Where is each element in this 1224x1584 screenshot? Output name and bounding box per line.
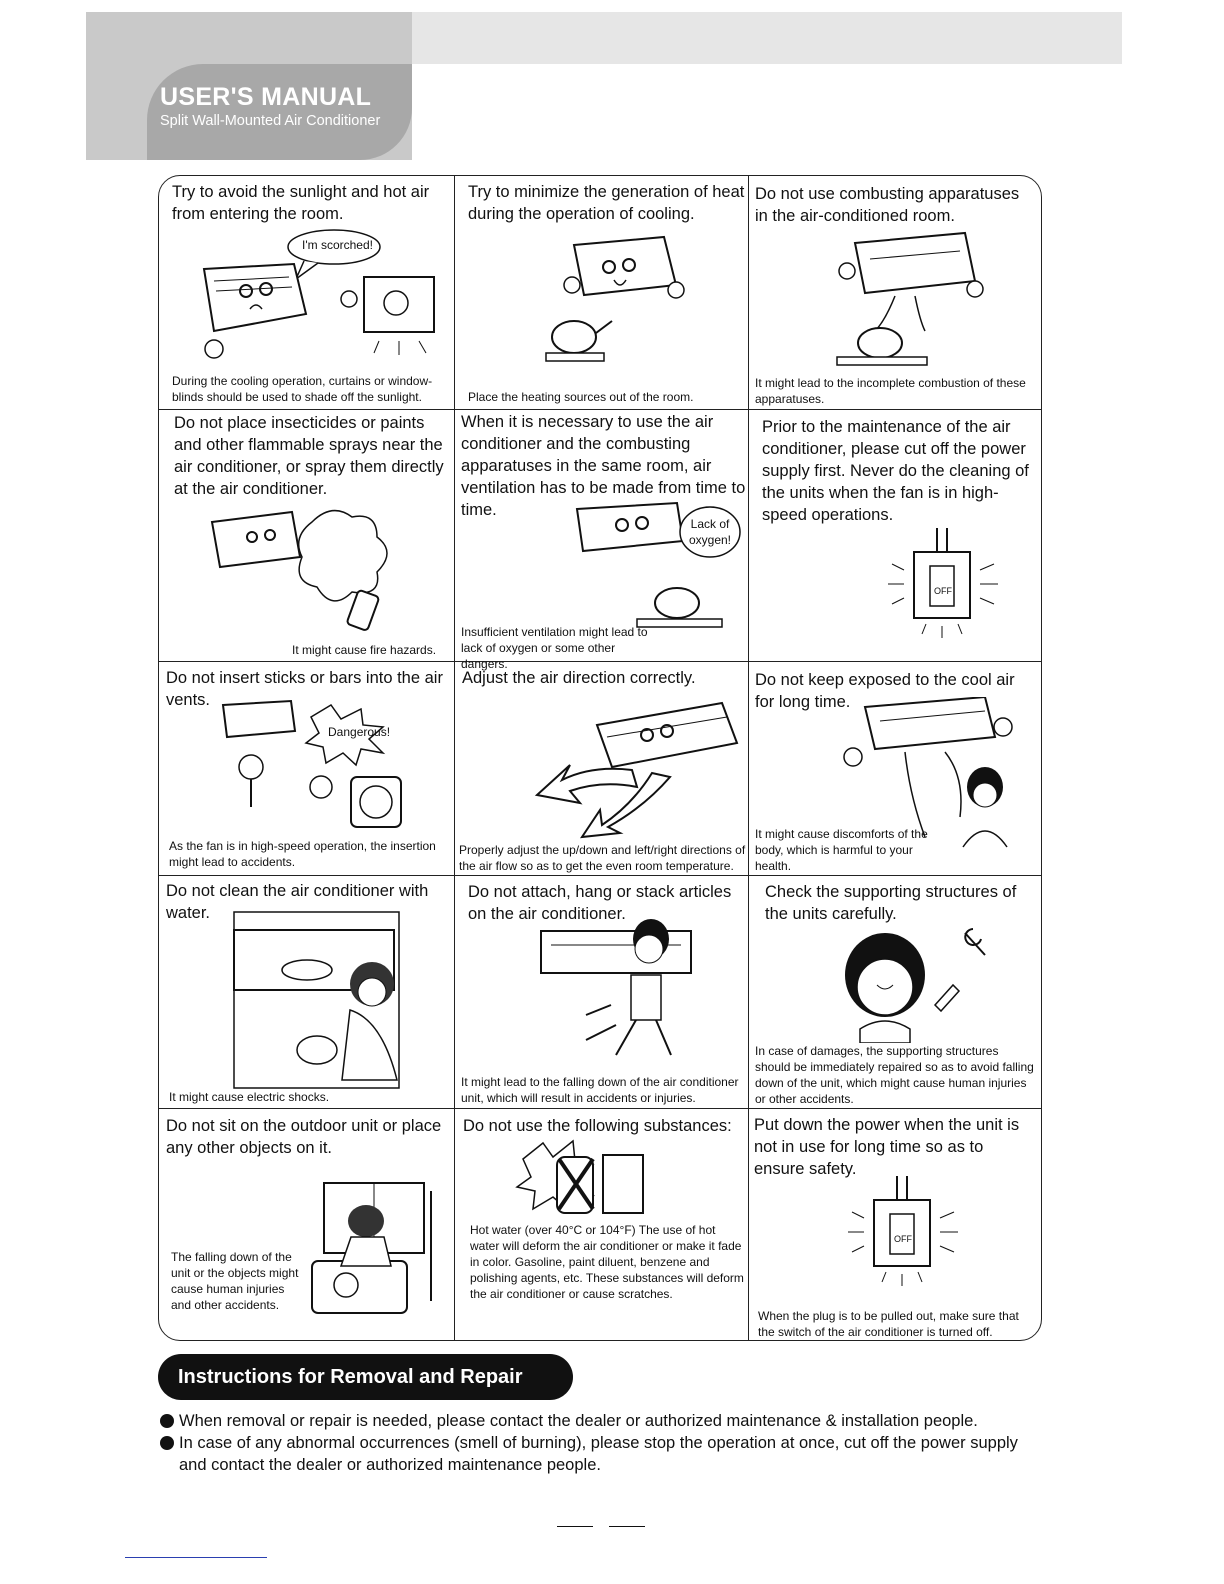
tip-title: Do not insert sticks or bars into the air vents. <box>166 669 443 709</box>
header-title-box <box>147 64 412 160</box>
tip-cell-sticks <box>166 667 452 867</box>
tip-note: The falling down of the unit or the objects might cause human injuries and other accidents. <box>171 1250 299 1312</box>
tip-cell-water <box>166 880 452 1106</box>
tip-cell-supports <box>755 881 1037 1107</box>
manual-subtitle: Split Wall-Mounted Air Conditioner <box>160 113 381 129</box>
tip-title: Do not sit on the outdoor unit or place any other objects on it. <box>166 1117 442 1157</box>
ac-spray-illustration <box>192 502 412 632</box>
tip-title: Prior to the maintenance of the air conditioner, please cut off the power supply first. Never do the cleaning of the units when the fan is in high-speed operations. <box>762 418 1029 524</box>
tip-title: Do not use combusting apparatuses in the air-conditioned room. <box>755 185 1020 225</box>
tip-note: It might lead to the falling down of the air conditioner unit, which will result in accidents or injuries. <box>461 1075 739 1105</box>
tip-cell-maintenance <box>762 416 1037 658</box>
tip-cell-articles <box>461 881 751 1107</box>
tip-title: Do not clean the air conditioner with water. <box>166 882 429 922</box>
tip-note: Place the heating sources out of the room. <box>468 390 694 404</box>
tip-cell-sunlight <box>172 181 452 407</box>
tip-title: Try to avoid the sunlight and hot air from entering the room. <box>172 183 430 223</box>
tip-cell-combustion <box>755 183 1037 407</box>
grid-divider <box>159 1108 1041 1109</box>
ac-kettle-illustration <box>825 221 1005 371</box>
tip-cell-heat <box>468 181 748 407</box>
tip-note: As the fan is in high-speed operation, the insertion might lead to accidents. <box>169 839 436 869</box>
tip-note: It might cause discomforts of the body, which is harmful to your health. <box>755 827 928 873</box>
tip-title: When it is necessary to use the air conditioner and the combusting apparatuses in the same room, air ventilation has to be made from time to time. <box>461 413 746 519</box>
header-bar <box>412 12 1122 64</box>
switch-label: OFF <box>894 1234 912 1244</box>
tip-title: Put down the power when the unit is not in use for long time so as to ensure safety. <box>754 1116 1020 1178</box>
grid-divider <box>454 176 455 1340</box>
tip-cell-insecticides <box>174 412 452 658</box>
footer-underline <box>125 1557 267 1558</box>
grid-divider <box>159 875 1041 876</box>
hanging-on-ac-illustration <box>531 915 731 1075</box>
switch-label: OFF <box>934 586 952 596</box>
tip-note: Properly adjust the up/down and left/right directions of the air flow so as to get the even room temperature. <box>459 843 746 873</box>
bullet-dot <box>160 1414 174 1428</box>
sticks-in-vents-illustration <box>211 697 431 837</box>
tip-note: It might cause electric shocks. <box>169 1090 330 1104</box>
ac-sweating-illustration <box>504 225 704 365</box>
page-number-mark <box>609 1526 645 1527</box>
tip-note: It might cause fire hazards. <box>292 643 437 657</box>
tip-title: Do not attach, hang or stack articles on the air conditioner. <box>468 883 732 923</box>
tip-note: When the plug is to be pulled out, make sure that the switch of the air conditioner is turned off. <box>758 1309 1019 1339</box>
tip-title: Check the supporting structures of the units carefully. <box>765 883 1017 923</box>
tip-cell-cool-air <box>755 669 1037 875</box>
power-switch-off-illustration <box>882 524 1004 646</box>
section-heading: Instructions for Removal and Repair <box>158 1354 573 1400</box>
bullet-text: When removal or repair is needed, please contact the dealer or authorized maintenance & installation people. <box>179 1412 978 1430</box>
checking-supports-illustration <box>835 925 1015 1043</box>
speech-bubble-text: I'm scorched! <box>302 238 373 252</box>
speech-bubble-text: Dangerous! <box>328 725 391 739</box>
sitting-on-outdoor-unit-illustration <box>296 1181 446 1326</box>
tip-note: It might lead to the incomplete combustion of these apparatuses. <box>755 376 1026 406</box>
tip-title: Try to minimize the generation of heat during the operation of cooling. <box>468 183 745 223</box>
cleaning-with-water-illustration <box>232 910 404 1092</box>
tip-cell-outdoor-unit <box>166 1115 452 1337</box>
tip-title: Adjust the air direction correctly. <box>462 669 696 687</box>
bullet-dot <box>160 1436 174 1450</box>
speech-bubble-text: Lack of oxygen! <box>688 517 732 547</box>
tip-cell-substances <box>463 1115 749 1337</box>
manual-title: USER'S MANUAL <box>160 83 372 111</box>
tip-cell-air-direction <box>459 667 750 875</box>
power-switch-off-illustration <box>842 1172 964 1292</box>
tip-cell-power-down <box>754 1114 1038 1339</box>
tip-note: During the cooling operation, curtains or window-blinds should be used to shade off the sunlight. <box>172 374 433 404</box>
tip-title: Do not keep exposed to the cool air for long time. <box>755 671 1015 711</box>
tip-title: Do not use the following substances: <box>463 1117 732 1135</box>
bullet-text: In case of any abnormal occurrences (smell of burning), please stop the operation at once, cut off the power supply and contact the dealer or authorized maintenance people. <box>179 1434 1018 1474</box>
page-number-mark <box>557 1526 593 1527</box>
forbidden-substances-illustration <box>513 1139 653 1223</box>
air-direction-illustration <box>532 695 742 840</box>
tip-note: Hot water (over 40°C or 104°F) The use of hot water will deform the air conditioner or make it fade in color. Gasoline, paint diluent, benzene and polishing agents, etc. These substances will deform the air conditioner or cause scratches. <box>470 1223 744 1301</box>
tip-note: Insufficient ventilation might lead to lack of oxygen or some other dangers. <box>461 625 648 671</box>
tip-title: Do not place insecticides or paints and other flammable sprays near the air conditioner, or spray them directly at the air conditioner. <box>174 414 444 498</box>
grid-divider <box>159 409 1041 410</box>
tip-cell-ventilation <box>461 411 751 671</box>
tip-note: In case of damages, the supporting structures should be immediately repaired so as to avoid falling down of the unit, which might cause human injuries or other accidents. <box>755 1044 1034 1106</box>
